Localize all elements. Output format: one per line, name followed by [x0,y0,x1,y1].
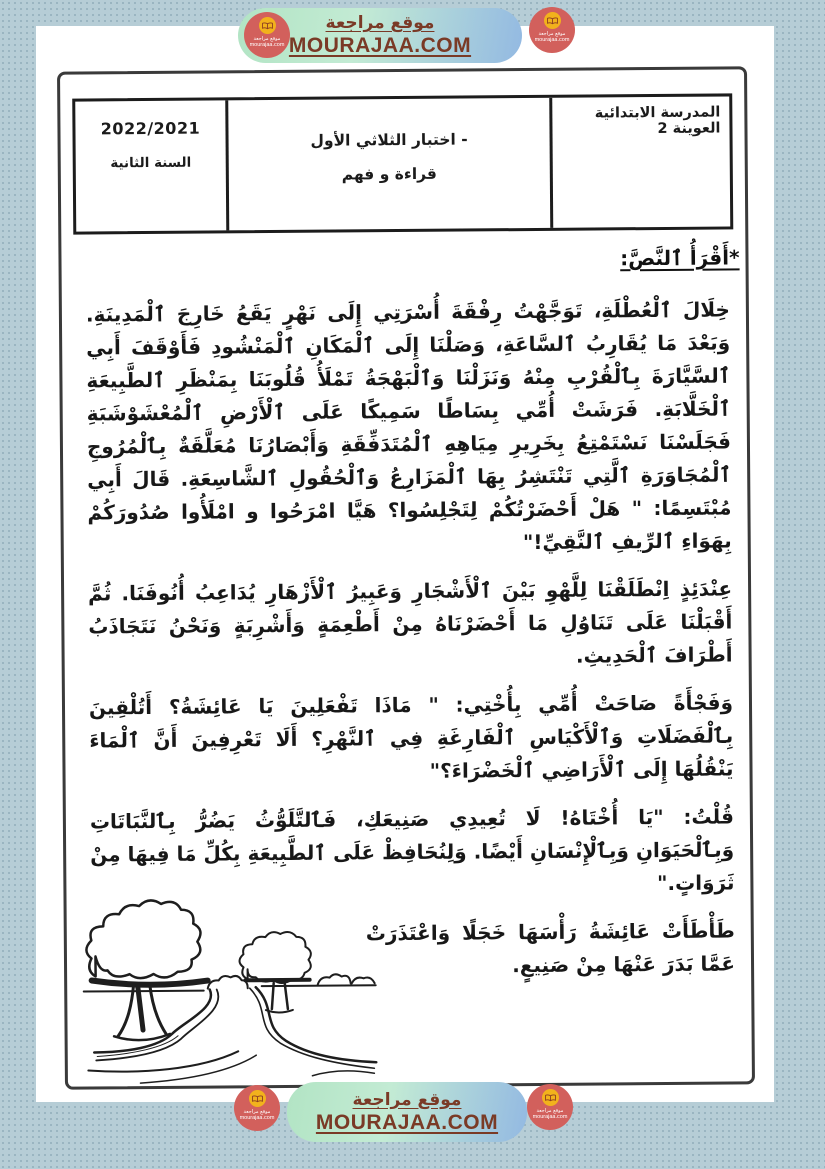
logo-text-domain: mourajaa.com [239,1115,275,1121]
site-logo-badge [234,1085,280,1131]
school-name-cell [549,96,730,227]
story-paragraph: عِنْدَئِذٍ اِنْطَلَقْنَا لِلَّهْوِ بَيْنَ ٱلْأَشْجَارِ وَعَبِيرُ ٱلْأَزْهَارِ يُدَاعِبُ أُنُوفَنَا. ثُمَّ أَقْبَلْنَا عَلَى تَنَاوُلِ مَا أَحْضَرْنَاهُ مِنْ أَطْعِمَةٍ وَأَشْرِبَةٍ وَنَحْنُ نَتَجَاذَبُ أَطْرَافَ ٱلْحَدِيثِ. [88,576,733,668]
logo-text-arabic: موقع مراجعة [253,36,281,42]
site-link-bottom[interactable] [287,1082,527,1142]
grade-level: السنة الثانية [110,154,192,172]
site-domain: MOURAJAA.COM [288,34,472,57]
read-text-heading: *أَقْرَأُ ٱلنَّصَّ: [620,245,740,271]
site-logo-badge [244,12,290,58]
document-border [57,66,755,1089]
site-logo-badge [529,7,575,53]
site-domain: MOURAJAA.COM [315,1110,499,1134]
site-name-arabic: موقع مراجعة [325,13,435,33]
site-logo-badge [527,1084,573,1130]
story-paragraph: وَفَجْأَةً صَاحَتْ أُمِّي بِأُخْتِي: " مَاذَا تَفْعَلِينَ يَا عَائِشَةُ؟ أَتُلْقِينَ بِٱلْفَضَلَاتِ وَٱلْأَكْيَاسِ ٱلْفَارِغَةِ فِي ٱلنَّهْرِ؟ أَلَا تَعْرِفِينَ أَنَّ ٱلْمَاءَ يَنْقُلُهَا إِلَى ٱلْأَرَاضِي ٱلْخَضْرَاءَ؟" [88,690,734,783]
exam-subject: قراءة و فهم [341,164,437,184]
book-icon [544,12,561,29]
book-icon [259,17,276,34]
exam-header-table [72,93,733,234]
story-paragraph: خِلَالَ ٱلْعُطْلَةِ، تَوَجَّهْتُ رِفْقَةَ أُسْرَتِي إِلَى نَهْرٍ يَقَعُ خَارِجَ ٱلْمَدِينَةِ. وَبَعْدَ مَا يُقَارِبُ ٱلسَّاعَةِ، وَصَلْنَا إِلَى ٱلْمَكَانِ ٱلْمَنْشُودِ فَأَوْقَفَ أَبِي ٱلسَّيَّارَةَ بِٱلْقُرْبِ مِنْهُ وَنَزَلْنَا وَٱلْبَهْجَةُ تَمْلَأُ قُلُوبَنَا بِمَنْظَرِ ٱلطَّبِيعَةِ ٱلْخَلَّابَةِ. فَرَشَتْ أُمِّي بِسَاطًا سَمِيكًا عَلَى ٱلْأَرْضِ ٱلْمُعْشَوْشَبَةِ فَجَلَسْنَا نَسْتَمْتِعُ بِخَرِيرِ مِيَاهِهِ ٱلْمُتَدَفِّقَةِ وَأَبْصَارُنَا مُعَلَّقَةٌ بِٱلْمُرُوجِ ٱلْمُجَاوَرَةِ ٱلَّتِي تَنْتَشِرُ بِهَا ٱلْمَزَارِعُ وَٱلْحُقُولِ ٱلشَّاسِعَةِ. قَالَ أَبِي مُبْتَسِمًا: " هَلْ أَحْضَرْتُكُمْ لِتَجْلِسُوا؟ هَيَّا امْرَحُوا و امْلَأُوا صُدُورَكُمْ بِهَوَاءِ ٱلرِّيفِ ٱلنَّقِيِّ!" [85,297,732,555]
logo-text-domain: mourajaa.com [532,1114,568,1120]
book-icon [542,1089,559,1106]
logo-text-arabic: موقع مراجعة [243,1109,271,1115]
logo-text-domain: mourajaa.com [534,37,570,43]
scanned-paper [36,26,774,1102]
exam-title: - اختبار الثلاثي الأول [310,130,468,150]
school-name: المدرسة الابتدائية العوينة 2 [594,104,721,138]
book-icon [249,1090,266,1107]
logo-text-domain: mourajaa.com [249,42,285,48]
logo-text-arabic: موقع مراجعة [538,31,566,37]
logo-text-arabic: موقع مراجعة [536,1108,564,1114]
site-name-arabic: موقع مراجعة [352,1089,462,1110]
story-paragraph: طَأْطَأَتْ عَائِشَةُ رَأْسَهَا خَجَلًا وَاعْتَذَرَتْ عَمَّا بَدَرَ عَنْهَا مِنْ صَنِيعٍ. [365,918,736,978]
exam-title-cell [225,98,550,231]
school-year-cell [75,100,226,231]
school-year: 2022/2021 [100,118,201,139]
story-paragraph: قُلْتُ: "يَا أُخْتَاهُ! لَا تُعِيدِي صَنِيعَكِ، فَٱلتَّلَوُّثُ يَضُرُّ بِٱلنَّبَاتَاتِ وَبِٱلْحَيَوَانِ وَبِٱلْإِنْسَانِ أَيْضًا. وَلِنُحَافِظْ عَلَى ٱلطَّبِيعَةِ بِكُلِّ مَا فِيهَا مِنْ ثَرَوَاتٍ." [89,804,735,896]
countryside-illustration [76,882,383,1084]
